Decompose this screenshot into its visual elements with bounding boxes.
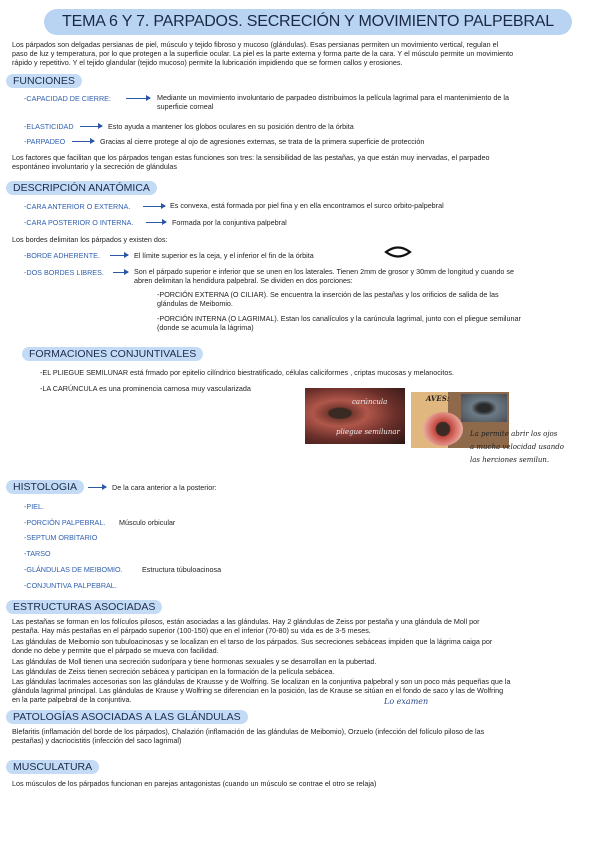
aves-label: AVES: — [426, 394, 450, 403]
cara-posterior-label: -CARA POSTERIOR O INTERNA. — [24, 218, 134, 227]
handwritten-note-3: las herciones semilun. — [470, 456, 550, 464]
funcion-text-cierre-2: superficie corneal — [157, 102, 214, 111]
arrow-icon — [88, 487, 106, 488]
page-title: TEMA 6 Y 7. PARPADOS. SECRECIÓN Y MOVIMIENTO PALPEBRAL — [44, 9, 572, 35]
histologia-item-meibomio: -GLÁNDULAS DE MEIBOMIO. — [24, 565, 123, 574]
histologia-text-porcion-palpebral: Músculo orbicular — [119, 518, 176, 527]
cara-anterior-label: -CARA ANTERIOR O EXTERNA. — [24, 202, 131, 211]
caruncula-text: -LA CARÚNCULA es una prominencia carnosa muy vascularizada — [40, 384, 251, 393]
dos-bordes-text-1: Son el párpado superior e inferior que se unen en los laterales. Tienen 2mm de grosor y 30mm de longitud y cuando se — [134, 267, 514, 276]
funcion-label-parpadeo: -PARPADEO — [24, 137, 66, 146]
musculatura-text: Los músculos de los párpados funcionan en parejas antagonistas (cuando un músculo se contrae el otro se relaja) — [12, 779, 377, 788]
handwritten-examen-note: Lo examen — [384, 697, 429, 706]
funcion-text-elasticidad: Esto ayuda a mantener los globos oculares en su posición dentro de la órbita — [108, 122, 354, 131]
intro-line-1: Los párpados son delgadas persianas de piel, músculo y tejido fibroso y mucoso (glándulas). Esas persianas permiten un movimiento vertical, regulan el — [12, 40, 499, 49]
section-heading-patologias: PATOLOGÍAS ASOCIADAS A LAS GLÁNDULAS — [6, 710, 248, 724]
arrow-icon — [72, 141, 94, 142]
histologia-item-porcion-palpebral: -PORCIÓN PALPEBRAL. — [24, 518, 106, 527]
pliegue-photo-label: pliegue semilunar — [336, 428, 400, 436]
patologias-line-1: Blefaritis (inflamación del borde de los párpados), Chalazión (inflamación de las glándulas de Meibomio), Orzuelo (infección del folículo piloso de las — [12, 727, 485, 736]
estructuras-line-5: Las glándulas de Moll tienen una secreción sudorípara y tiene hormonas sexuales y se desarrollan en la pubertad. — [12, 657, 377, 666]
porcion-interna-2: (donde se acumula la lágrima) — [157, 323, 254, 332]
histologia-text-meibomio: Estructura túbuloacinosa — [142, 565, 222, 574]
funciones-summary-1: Los factores que facilitan que los párpados tengan estas funciones son tres: la sensibilidad de las pestañas, ya que están muy inervadas, el parpadeo — [12, 153, 490, 162]
porcion-interna-1: -PORCIÓN INTERNA (O LAGRIMAL). Estan los canalículos y la carúncula lagrimal, junto con el pliegue semilunar — [157, 314, 521, 323]
porcion-externa-1: -PORCIÓN EXTERNA (O CILIAR). Se encuentra la inserción de las pestañas y los orificios de salida de las — [157, 290, 499, 299]
histologia-item-conjuntiva: -CONJUNTIVA PALPEBRAL. — [24, 581, 117, 590]
arrow-icon — [113, 272, 128, 273]
estructuras-line-8: glándula lagrimal principal. Las glándulas de Krause y Wolfring se diferencian en la posición, las de Krause se sitúan en el fondo de saco y las de Wolfring — [12, 686, 504, 695]
eye-sketch-icon — [384, 244, 412, 260]
borde-adherente-label: -BORDE ADHERENTE. — [24, 251, 100, 260]
estructuras-line-2: pestaña. Hay más pestañas en el párpado superior (100-150) que en el inferior (70-80) su vida es de 3-5 meses. — [12, 626, 371, 635]
section-heading-musculatura: MUSCULATURA — [6, 760, 99, 774]
arrow-icon — [143, 206, 165, 207]
intro-line-3: rápido y repetitivo. Y el tejido glandular (tejido mucoso) permite la lubricación impidiendo que se formen callos y erosiones. — [12, 58, 403, 67]
dos-bordes-label: -DOS BORDES LIBRES. — [24, 268, 104, 277]
section-heading-estructuras: ESTRUCTURAS ASOCIADAS — [6, 600, 162, 614]
patologias-line-2: pestañas) y dacriocistitis (infección del saco lagrimal) — [12, 736, 182, 745]
caruncula-photo-label: carúncula — [352, 398, 388, 406]
estructuras-line-7: Las glándulas lacrimales accesorias son las glándulas de Krausse y de Wolfring. Se localizan en la conjuntiva palpebral y son un poco más pequeñas que la — [12, 677, 511, 686]
section-heading-funciones: FUNCIONES — [6, 74, 82, 88]
estructuras-line-6: Las glándulas de Zeiss tienen secreción sebácea y participan en la formación de la película sebácea. — [12, 667, 335, 676]
histologia-item-tarso: -TARSO — [24, 549, 51, 558]
handwritten-note-2: a mucha velocidad usando — [470, 443, 564, 451]
porcion-externa-2: glándulas de Meibomio. — [157, 299, 233, 308]
arrow-icon — [80, 126, 102, 127]
histologia-item-septum: -SEPTUM ORBITARIO — [24, 533, 98, 542]
borde-adherente-text: El límite superior es la ceja, y el inferior el fin de la órbita — [134, 251, 314, 260]
estructuras-line-9: en la parte palpebral de la conjuntiva. — [12, 695, 132, 704]
cara-posterior-text: Formada por la conjuntiva palpebral — [172, 218, 287, 227]
histologia-item-piel: -PIEL. — [24, 502, 44, 511]
estructuras-line-1: Las pestañas se forman en los folículos pilosos, están asociadas a las glándulas. Hay 2 glándulas de Zeiss por pestaña y una glándula de Moll por — [12, 617, 480, 626]
arrow-icon — [146, 222, 166, 223]
pliegue-semilunar-text: -EL PLIEGUE SEMILUNAR está frmado por epitelio cilíndrico biestratificado, células caliciformes , criptas mucosas y melanocitos. — [40, 368, 454, 377]
bordes-intro: Los bordes delimitan los párpados y existen dos: — [12, 235, 168, 244]
section-heading-descripcion: DESCRIPCIÓN ANATÓMICA — [6, 181, 157, 195]
handwritten-note-1: La permite abrir los ojos — [470, 430, 558, 438]
arrow-icon — [110, 255, 128, 256]
intro-line-2: paso de luz y temperatura, por lo que protegen a la superficie ocular. La piel es la parte externa y forma parte de la cara. Y el músculo permite un movimiento — [12, 49, 514, 58]
funcion-label-elasticidad: -ELASTICIDAD — [24, 122, 74, 131]
cara-anterior-text: Es convexa, está formada por piel fina y en ella encontramos el surco orbito-palpebral — [170, 201, 444, 210]
section-heading-histologia: HISTOLOGIA — [6, 480, 84, 494]
estructuras-line-4: donde no debe y permite que el párpado se mueva con facilidad. — [12, 646, 219, 655]
estructuras-line-3: Las glándulas de Meibomio son tubuloacinosas y se localizan en el tarso de los párpados. Sus secreciones sebáceas impiden que la lágrima caiga por — [12, 637, 493, 646]
eye-closeup-image — [423, 412, 463, 446]
histologia-arrow-text: De la cara anterior a la posterior: — [112, 483, 217, 492]
funciones-summary-2: espontáneo involuntario y la secreción de glándulas — [12, 162, 178, 171]
section-heading-formaciones: FORMACIONES CONJUNTIVALES — [22, 347, 203, 361]
funcion-text-parpadeo: Gracias al cierre protege al ojo de agresiones externas, se trata de la primera superficie de protección — [100, 137, 425, 146]
bird-eye-image — [461, 394, 507, 422]
arrow-icon — [126, 98, 150, 99]
funcion-label-cierre: -CAPACIDAD DE CIERRE: — [24, 94, 111, 103]
dos-bordes-text-2: abren delimitan la hendidura palpebral. Se dividen en dos porciones: — [134, 276, 353, 285]
funcion-text-cierre-1: Mediante un movimiento involuntario de parpadeo distribuimos la película lagrimal para el mantenimiento de la — [157, 93, 509, 102]
